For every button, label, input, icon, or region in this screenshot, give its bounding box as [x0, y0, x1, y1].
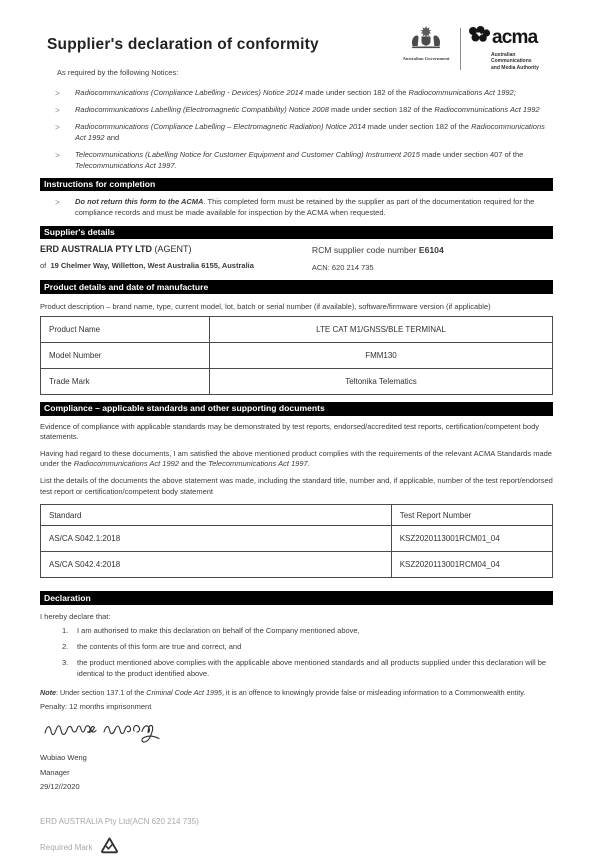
declaration-item	[62, 626, 553, 637]
handwritten-signature	[42, 715, 553, 750]
chevron-bullet-icon: >	[55, 105, 60, 116]
instructions-text: Do not return this form to the ACMA. This completed form must be retained by the supplier as part of the documentation required for the compliance records and must be made available for inspection by the ACMA when requested.	[75, 197, 535, 218]
section-heading-supplier: Supplier's details	[40, 226, 553, 240]
rcm-supplier-code-line	[312, 245, 553, 255]
rcm-code-value: E6104	[418, 245, 444, 256]
subtitle: As required by the following Notices:	[57, 68, 179, 77]
table-row	[41, 368, 553, 394]
footer-company: ERD AUSTRALIA Pty Ltd(ACN 620 214 735)	[40, 817, 199, 827]
chevron-bullet-icon: >	[55, 122, 60, 133]
model-number-label: Model Number	[41, 342, 210, 368]
acma-caption-line: and Media Authority	[491, 64, 539, 71]
rcm-code-label: RCM supplier code number	[311, 245, 419, 256]
model-number-value: FMM130	[209, 342, 552, 368]
signer-role: Manager	[40, 767, 70, 777]
product-name-label: Product Name	[41, 316, 210, 342]
test-report-cell: KSZ2020113001RCM01_04	[391, 526, 552, 552]
declaration-item-text: the contents of this form are true and correct, and	[77, 641, 242, 651]
standard-cell: AS/CA S042.1:2018	[41, 526, 392, 552]
chevron-bullet-icon: >	[55, 197, 60, 208]
notice-text: Radiocommunications Labelling (Electromagnetic Compatibility) Notice 2008 made under section 182 of the Radiocommunications Act 1992	[75, 105, 540, 115]
declaration-intro: I hereby declare that:	[40, 611, 111, 621]
title-block	[40, 28, 319, 77]
acma-logo	[467, 26, 553, 71]
declaration-item	[62, 658, 553, 680]
acma-wordmark: acma	[492, 27, 538, 48]
trade-mark-label: Trade Mark	[41, 368, 210, 394]
table-row	[41, 316, 553, 342]
declaration-item	[62, 642, 553, 653]
product-table	[40, 316, 553, 395]
acn-line: ACN: 620 214 735	[311, 263, 374, 273]
section-heading-product: Product details and date of manufacture	[40, 280, 553, 294]
table-row	[41, 342, 553, 368]
section-heading-instructions: Instructions for completion	[40, 178, 553, 192]
australian-government-logo	[398, 26, 454, 61]
product-name-value: LTE CAT M1/GNSS/BLE TERMINAL	[209, 316, 552, 342]
declaration-item-text: I am authorised to make this declaration on behalf of the Company mentioned above,	[77, 625, 360, 635]
supplier-right-column	[312, 244, 553, 272]
acma-dots-icon	[467, 26, 491, 49]
supplier-company-name: ERD AUSTRALIA PTY LTD	[40, 244, 152, 255]
page-title: Supplier's declaration of conformity	[47, 36, 319, 53]
declaration-item-text: the product mentioned above complies with the applicable above mentioned standards and all products supplied under this declaration will be identical to the product identified above.	[77, 657, 547, 678]
logo-group	[398, 26, 553, 71]
test-report-column-header: Test Report Number	[391, 505, 552, 526]
standards-table	[40, 504, 553, 578]
chevron-bullet-icon: >	[55, 150, 60, 161]
rcm-compliance-mark-icon	[100, 837, 119, 858]
supplier-agent-suffix: (AGENT)	[152, 244, 192, 255]
required-mark-label: Required Mark	[40, 843, 93, 853]
standard-cell: AS/CA S042.4:2018	[41, 552, 392, 578]
address-prefix: of	[40, 261, 47, 271]
notice-text: Radiocommunications (Compliance Labelling - Devices) Notice 2014 made under section 182 of the Radiocommunications Act 1992;	[75, 88, 516, 97]
logo-divider	[460, 28, 461, 70]
supplier-company-line	[40, 244, 312, 254]
supplier-details	[40, 244, 553, 272]
table-row	[41, 552, 553, 578]
gov-logo-caption: Australian Government	[402, 56, 450, 61]
required-mark-row	[40, 837, 553, 858]
notice-item	[55, 150, 553, 171]
trade-mark-value: Teltonika Telematics	[209, 368, 552, 394]
instructions-bullet	[55, 197, 553, 218]
test-report-cell: KSZ2020113001RCM04_04	[391, 552, 552, 578]
penalty-line: Penalty: 12 months imprisonment	[40, 702, 152, 712]
document-header	[40, 28, 553, 77]
signer-name: Wubiao Weng	[40, 753, 87, 763]
standard-column-header: Standard	[41, 505, 392, 526]
coat-of-arms-icon	[409, 37, 443, 54]
supplier-address-line	[40, 261, 312, 270]
compliance-paragraph-2: Having had regard to these documents, I am satisfied the above mentioned product complies with the requirements of the relevant ACMA Standards made under the Radiocommunications Act 1992 and the Telecommunications Act 1997.	[40, 448, 552, 469]
list-number: 2.	[62, 641, 69, 651]
signature-date: 29/12//2020	[40, 782, 80, 792]
notices-list	[40, 88, 553, 171]
supplier-address: 19 Chelmer Way, Willetton, West Australia 6155, Australia	[50, 261, 254, 271]
table-row	[41, 526, 553, 552]
list-number: 3.	[62, 657, 69, 667]
notice-text: Radiocommunications (Compliance Labelling – Electromagnetic Radiation) Notice 2014 made under section 182 of the Radiocommunications Act 1992 and	[75, 122, 545, 142]
chevron-bullet-icon: >	[55, 88, 60, 98]
notice-item	[55, 122, 553, 143]
supplier-left-column	[40, 244, 312, 272]
notice-text: Telecommunications (Labelling Notice for Customer Equipment and Customer Cabling) Instrument 2015 made under section 407 of the Telecommunications Act 1997.	[75, 150, 524, 170]
notice-item	[55, 105, 553, 116]
acma-caption-line: Australian	[491, 52, 516, 58]
compliance-paragraph-1: Evidence of compliance with applicable standards may be demonstrated by test reports, endorsed/accredited test reports, certification/competent body statements.	[40, 421, 540, 442]
compliance-paragraph-3: List the details of the documents the above statement was made, including the standard title, number and, if applicable, number of the test report/endorsed test report or certification/competent body statement	[40, 476, 553, 496]
note-line: Note: Under section 137.1 of the Criminal Code Act 1995, it is an offence to knowingly provide false or misleading information to a Commonwealth entity.	[40, 688, 526, 698]
list-number: 1.	[62, 625, 69, 635]
notice-item	[55, 88, 553, 99]
section-heading-declaration: Declaration	[40, 591, 553, 605]
acma-caption	[491, 52, 553, 71]
section-heading-compliance: Compliance – applicable standards and other supporting documents	[40, 402, 553, 416]
acma-caption-line: Communications	[491, 58, 532, 65]
product-description: Product description – brand name, type, current model, lot, batch or serial number (if available), software/firmware version (if applicable)	[40, 301, 491, 311]
table-header-row	[41, 505, 553, 526]
